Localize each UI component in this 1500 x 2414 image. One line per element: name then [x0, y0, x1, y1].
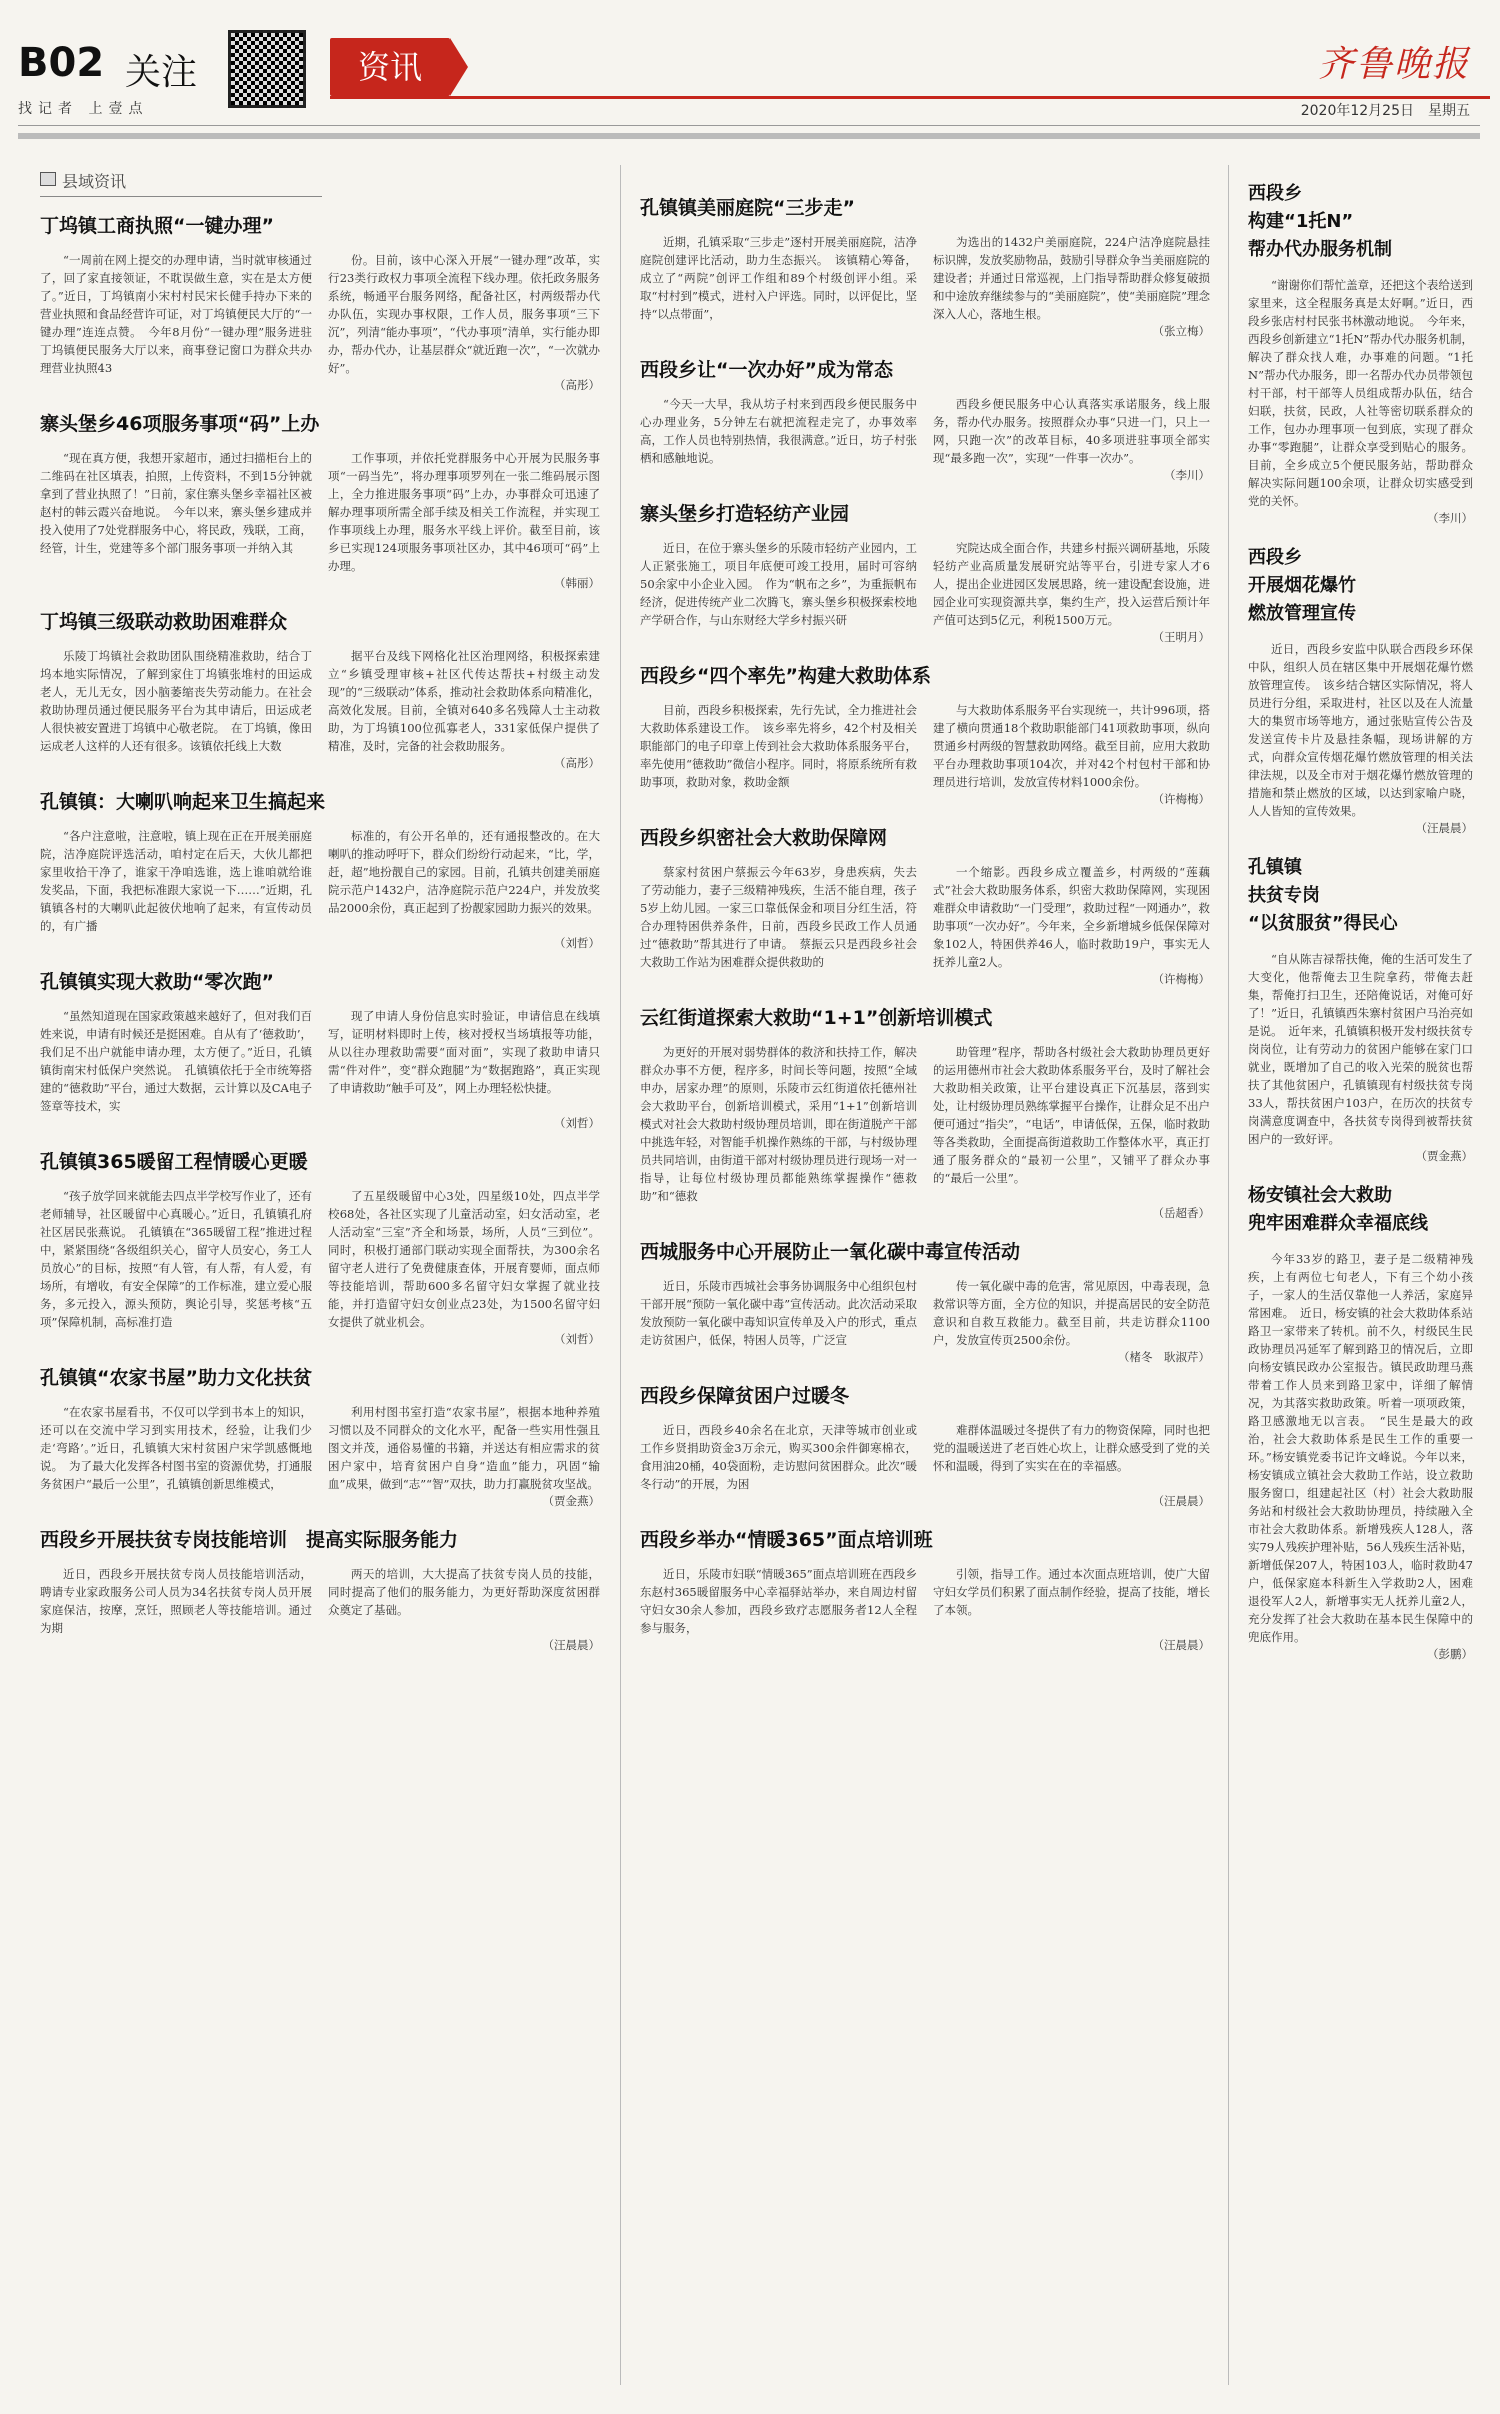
article-byline: （汪晨晨）	[1152, 1638, 1210, 1652]
article-byline: （贾金燕）	[542, 1494, 600, 1508]
article-body	[640, 233, 1210, 323]
article	[40, 969, 600, 1131]
article-title: 西城服务中心开展防止一氧化碳中毒宣传活动	[640, 1241, 1021, 1263]
article-byline: （许梅梅）	[1152, 972, 1210, 986]
article-body	[40, 827, 600, 935]
article-text: 近日，西段乡安监中队联合西段乡环保中队，组织人员在辖区集中开展烟花爆竹燃放管理宣传。 该乡结合辖区实际情况，将人员进行分组，采取进村，社区以及在人流量大的集贸市场等地方，通过张贴宣传公告及发送宣传卡片及悬挂条幅，现场讲解的方式，向群众宣传烟花爆竹燃放管理的相关法律法规，以及全市对于烟花爆竹燃放管理的措施和禁止燃放的区域，以达到家喻户晓，人人皆知的宣传效果。	[1248, 642, 1473, 818]
article	[1248, 180, 1473, 526]
article	[640, 357, 1210, 483]
article	[40, 789, 600, 951]
article-title: 寨头堡乡打造轻纺产业园	[640, 503, 850, 525]
article-title: 孔镇镇 扶贫专岗 “以贫服贫”得民心	[1248, 857, 1398, 934]
article-text: 乐陵丁坞镇社会救助团队围绕精准救助，结合丁坞本地实际情况，了解到家住丁坞镇张堆村的田运成老人，无儿无女，因小脑萎缩丧失劳动能力。在社会救助协理员通过便民服务平台为其申请后，田运成老人很快被安置进丁坞镇中心敬老院。 在丁坞镇，像田运成老人这样的人还有很多。该镇依托线上大数	[40, 649, 312, 753]
article-text: 难群体温暖过冬提供了有力的物资保障，同时也把党的温暖送进了老百姓心坎上，让群众感受到了党的关怀和温暖，得到了实实在在的幸福感。	[933, 1423, 1210, 1473]
article-title: 西段乡 开展烟花爆竹 燃放管理宣传	[1248, 547, 1356, 624]
article-byline: （李川）	[1427, 511, 1473, 525]
article-title: 西段乡保障贫困户过暖冬	[640, 1385, 850, 1407]
article-text: 近日，西段乡开展扶贫专岗人员技能培训活动，聘请专业家政服务公司人员为34名扶贫专岗人员开展家庭保洁，按摩，烹饪，照顾老人等技能培训。通过为期	[40, 1567, 312, 1635]
article-text: “在农家书屋看书，不仅可以学到书本上的知识，还可以在交流中学习到实用技术，经验，让我们少走‘弯路’。”近日，孔镇镇大宋村贫困户宋学凯感慨地说。 为了最大化发挥各村图书室的资源优势，打通服务贫困户“最后一公里”，孔镇镇创新思维模式，	[40, 1405, 312, 1491]
article-text: 西段乡便民服务中心认真落实承诺服务，线上服务，帮办代办服务。按照群众办事“只进一门，只上一网，只跑一次”的改革目标，40多项进驻事项全部实现“最多跑一次”，实现“一件事一次办”。	[933, 397, 1210, 465]
article-body	[1248, 1250, 1473, 1646]
article-body	[40, 1007, 600, 1115]
article-text: 现了申请人身份信息实时验证，申请信息在线填写，证明材料即时上传，核对授权当场填报等功能，从以往办理救助需要“面对面”，实现了救助申请只需“件对件”，变“群众跑腿”为“数据跑路”，真正实现了申请救助“触手可及”，网上办理轻松快捷。	[328, 1009, 600, 1095]
article-byline: （刘哲）	[554, 936, 600, 950]
article	[640, 1527, 1210, 1653]
article-body	[40, 1565, 600, 1637]
article-text: 工作事项，并依托党群服务中心开展为民服务事项“一码当先”，将办理事项罗列在一张二维码展示图上，全力推进服务事项“码”上办，办事群众可迅速了解办理事项所需全部手续及相关工作流程，并实现工作事项线上办理，服务水平线上评价。截至目前，该乡已实现124项服务事项社区办，其中46项可“码”上办理。	[328, 451, 600, 573]
article-byline: （王明月）	[1152, 630, 1210, 644]
article-title: 西段乡举办“情暖365”面点培训班	[640, 1529, 933, 1551]
article-body	[1248, 950, 1473, 1148]
article-title: 丁坞镇三级联动救助困难群众	[40, 611, 288, 633]
article-title: 寨头堡乡46项服务事项“码”上办	[40, 413, 320, 435]
article-byline: （韩丽）	[554, 576, 600, 590]
article-text: “自从陈吉禄帮扶俺，俺的生活可发生了大变化，他帮俺去卫生院拿药，带俺去赶集，帮俺打扫卫生，还陪俺说话，对俺可好了！”近日，孔镇镇西朱寨村贫困户马治亮如是说。 近年来，孔镇镇积极开发村级扶贫专岗岗位，让有劳动力的贫困户能够在家门口就业，既增加了自己的收入光荣的脱贫也帮扶了其他贫困户，孔镇镇现有村级扶贫专岗33人，帮扶贫困户103户，在历次的扶贫专岗满意度调查中，各扶贫专岗得到被帮扶贫困户的一致好评。	[1248, 952, 1473, 1146]
column-middle	[640, 195, 1210, 1671]
article-text: “谢谢你们帮忙盖章，还把这个表给送到家里来，这全程服务真是太好啊。”近日，西段乡张店村村民张书林激动地说。 今年来，西段乡创新建立“1托N”帮办代办服务机制，解决了群众找人难，办事难的问题。“1托N”帮办代办服务，即一名帮办代办员带领包村干部，村干部等人员组成帮办队伍，结合妇联，扶贫，民政，人社等密切联系群众的工作，包办办理事项一包到底，实现了群众办事“零跑腿”，让群众享受到贴心的服务。目前，全乡成立5个便民服务站，帮助群众解决实际问题100余项，让群众切实感受到党的关怀。	[1248, 278, 1473, 508]
article-body	[40, 449, 600, 575]
column-left	[40, 165, 600, 1671]
article-text: “孩子放学回来就能去四点半学校写作业了，还有老师辅导，社区暖留中心真暖心。”近日，孔镇镇孔府社区居民张燕说。 孔镇镇在“365暖留工程”推进过程中，紧紧围绕“各级组织关心，留守人员安心，务工人员放心”的目标，按照“有人管，有人帮，有人爱，有场所，有增收，有安全保障”的工作标准，建立爱心服务，多元投入，源头预防，舆论引导，奖惩考核“五项”保障机制，高标准打造	[40, 1189, 312, 1329]
article	[1248, 854, 1473, 1164]
article-text: 为更好的开展对弱势群体的救济和扶持工作，解决群众办事不方便，程序多，时间长等问题，按照“全域申办，居家办理”的原则，乐陵市云红街道依托德州社会大救助平台，创新培训模式，采用“1+1”创新培训模式对社会大救助村级协理员培训，即在街道脱产干部中挑选年轻，对智能手机操作熟练的干部，与村级协理员共同培训，由街道干部对村级协理员进行现场一对一指导，让每位村级协理员都能熟练掌握操作“德救助”和“德救	[640, 1045, 917, 1203]
article-title: 西段乡 构建“1托N” 帮办代办服务机制	[1248, 183, 1392, 260]
article	[640, 195, 1210, 339]
article-body	[640, 1043, 1210, 1205]
article-text: 利用村图书室打造“农家书屋”，根据本地种养殖习惯以及不同群众的文化水平，配备一些实用性强且图文并茂，通俗易懂的书籍，并送达有相应需求的贫困户家中，培育贫困户自身“造血”能力，巩固“输血”成果，做到“志”“智”双扶，助力打赢脱贫攻坚战。	[328, 1405, 600, 1491]
section-tag: 资讯	[330, 38, 450, 96]
article-text: 近日，在位于寨头堡乡的乐陵市轻纺产业园内，工人正紧张施工，项目年底便可竣工投用，届时可容纳50余家中小企业入园。 作为“帆布之乡”，为重振帆布经济，促进传统产业二次腾飞，寨头堡乡积极探索校地产学研合作，与山东财经大学乡村振兴研	[640, 541, 917, 627]
article	[640, 1005, 1210, 1221]
article	[640, 1239, 1210, 1365]
article	[40, 1365, 600, 1509]
page-number: B02	[18, 40, 105, 86]
article-title: 西段乡开展扶贫专岗技能培训 提高实际服务能力	[40, 1529, 459, 1551]
article	[40, 1149, 600, 1347]
section-name: 关注	[125, 52, 198, 93]
article-byline: （彭鹏）	[1427, 1647, 1473, 1661]
article-title: 西段乡让“一次办好”成为常态	[640, 359, 893, 381]
column-right	[1248, 180, 1473, 1680]
tagline: 找记者 上壹点	[18, 101, 149, 117]
article	[40, 411, 600, 591]
article-text: 究院达成全面合作，共建乡村振兴调研基地，乐陵轻纺产业高质量发展研究站等平台，引进专家人才6人，提出企业进园区发展思路，统一建设配套设施，进园企业可实现资源共享，集约生产，投入运营后预计年产值可达到5亿元，利税1500万元。	[933, 541, 1210, 627]
newspaper-logo: 齐鲁晚报	[1317, 44, 1470, 85]
article	[40, 1527, 600, 1653]
issue-date: 2020年12月25日 星期五	[1300, 103, 1470, 119]
column-divider	[620, 165, 621, 2385]
article-body	[1248, 276, 1473, 510]
article-byline: （刘哲）	[554, 1116, 600, 1130]
article-byline: （许梅梅）	[1152, 792, 1210, 806]
article-body	[1248, 640, 1473, 820]
qr-code-icon	[228, 30, 306, 108]
article-text: 传一氧化碳中毒的危害，常见原因，中毒表现，急救常识等方面，全方位的知识，并提高居民的安全防范意识和自救互救能力。截至目前，共走访群众1100户，发放宣传页2500余份。	[933, 1279, 1210, 1347]
article-text: 近日，西段乡40余名在北京，天津等城市创业或工作乡贤捐助资金3万余元，购买300余件御寒棉衣，食用油20桶，40袋面粉，走访慰问贫困群众。此次“暖冬行动”的开展，为困	[640, 1423, 917, 1491]
article-body	[640, 1277, 1210, 1349]
article-title: 丁坞镇工商执照“一键办理”	[40, 215, 274, 237]
article-title: 孔镇镇：大喇叭响起来卫生搞起来	[40, 791, 326, 813]
header-divider	[18, 125, 1480, 126]
article-byline: （汪晨晨）	[1415, 821, 1473, 835]
article-text: 了五星级暖留中心3处，四星级10处，四点半学校68处，各社区实现了儿童活动室，妇女活动室，老人活动室“三室”齐全和场景，场所，人员“三到位”。同时，积极打通部门联动实现全面帮扶，为300余名留守老人进行了免费健康查体，开展育婴师，面点师等技能培训，帮助600多名留守妇女掌握了就业技能，并打造留守妇女创业点23处，为1500名留守妇女提供了就业机会。	[328, 1189, 600, 1329]
article	[640, 1383, 1210, 1509]
article-body	[640, 863, 1210, 971]
article-byline: （李川）	[1164, 468, 1210, 482]
article-byline: （汪晨晨）	[542, 1638, 600, 1652]
article	[40, 213, 600, 393]
article-text: 份。目前，该中心深入开展“一键办理”改革，实行23类行政权力事项全流程下线办理。依托政务服务系统，畅通平台服务网络，配备社区，村两级帮办代办队伍，实现办事权限，工作人员，服务事项“三下沉”，列清“能办事项”，“代办事项”清单，实行能办即办，帮办代办，让基层群众“就近跑一次”，“一次就办好”。	[328, 253, 600, 375]
article	[1248, 1182, 1473, 1662]
article-text: 引领，指导工作。通过本次面点班培训，使广大留守妇女学员们积累了面点制作经验，提高了技能，增长了本领。	[933, 1567, 1210, 1617]
article-byline: （岳超香）	[1152, 1206, 1210, 1220]
article-byline: （高彤）	[554, 756, 600, 770]
article-text: “虽然知道现在国家政策越来越好了，但对我们百姓来说，申请有时候还是挺困难。自从有了‘德救助’，我们足不出户就能申请办理，太方便了。”近日，孔镇镇街南宋村低保户突然说。 孔镇镇依托于全市统筹搭建的“德救助”平台，通过大数据，云计算以及CA电子签章等技术，实	[40, 1009, 312, 1113]
header-red-rule	[330, 96, 1490, 99]
article-byline: （张立梅）	[1152, 324, 1210, 338]
article-text: “现在真方便，我想开家超市，通过扫描柜台上的二维码在社区填表，拍照，上传资料，不到15分钟就拿到了营业执照了！”日前，家住寨头堡乡幸福社区被赵村的韩云霞兴奋地说。 今年以来，寨头堡乡建成并投入使用了7处党群服务中心，将民政，残联，工商，经管，计生，党建等多个部门服务事项一并纳入其	[40, 451, 312, 555]
article-byline: （汪晨晨）	[1152, 1494, 1210, 1508]
article-body	[640, 1565, 1210, 1637]
article-text: 近期，孔镇采取“三步走”逐村开展美丽庭院，洁净庭院创建评比活动，助力生态振兴。 该镇精心筹备，成立了“两院”创评工作组和89个村级创评小组。采取“村村到”模式，进村入户评选。同时，以评促比，坚持“以点带面”，	[640, 235, 917, 321]
article	[640, 663, 1210, 807]
article-title: 西段乡织密社会大救助保障网	[640, 827, 888, 849]
article-body	[640, 701, 1210, 791]
article-text: 今年33岁的路卫，妻子是二级精神残疾，上有两位七旬老人，下有三个幼小孩子，一家人的生活仅靠他一人养活，家庭异常困难。 近日，杨安镇的社会大救助体系站路卫一家带来了转机。前不久，村级民生民政协理员冯延军了解到路卫的情况后，立即向杨安镇民政办公室报告。镇民政助理马燕带着工作人员来到路卫家中，详细了解情况，为其落实救助政策。听着一项项政策，路卫感激地无以言表。 “民生是最大的政治，社会大救助体系是民生工作的重要一环。”杨安镇党委书记许文峰说。今年以来，杨安镇成立镇社会大救助工作站，设立救助服务窗口，组建起社区（村）社会大救助服务站和村级社会大救助协理员，持续融入全市社会大救助体系。新增残疾人128人，落实79人残疾护理补贴，56人残疾生活补贴，新增低保207人，特困103人，临时救助47户，低保家庭本科新生入学救助2人，困难退役军人2人，新增事实无人抚养儿童2人，充分发挥了社会大救助在基本民生保障中的兜底作用。	[1248, 1252, 1473, 1644]
article-text: 为选出的1432户美丽庭院，224户洁净庭院悬挂标识牌，发放奖励物品，鼓励引导群众争当美丽庭院的建设者；并通过日常巡视，上门指导帮助群众修复破损和中途放弃继续参与的“美丽庭院”，使“美丽庭院”理念深入人心，落地生根。	[933, 235, 1210, 321]
column-divider	[1228, 165, 1229, 2385]
article-byline: （楮冬 耿淑芹）	[1118, 1350, 1210, 1364]
article-body	[640, 395, 1210, 467]
article-body	[40, 1187, 600, 1331]
article-body	[640, 539, 1210, 629]
page-header	[0, 0, 1500, 140]
article-text: 两天的培训，大大提高了扶贫专岗人员的技能，同时提高了他们的服务能力，为更好帮助深度贫困群众奠定了基础。	[328, 1567, 600, 1617]
article-text: 一个缩影。西段乡成立覆盖乡，村两级的“莲藕式”社会大救助服务体系，织密大救助保障网，实现困难群众申请救助“一门受理”，救助过程“一网通办”，救助事项“一次办好”。今年来，全乡新增城乡低保保障对象102人，特困供养46人，临时救助19户，事实无人抚养儿童2人。	[933, 865, 1210, 969]
article-body	[40, 251, 600, 377]
article	[640, 501, 1210, 645]
article-title: 孔镇镇“农家书屋”助力文化扶贫	[40, 1367, 312, 1389]
article	[1248, 544, 1473, 836]
header-gray-band	[18, 133, 1480, 139]
article-text: 近日，乐陵市妇联“情暖365”面点培训班在西段乡东赵村365暖留服务中心幸福驿站举办，来自周边村留守妇女30余人参加，西段乡致疗志愿服务者12人全程参与服务，	[640, 1567, 917, 1635]
article-text: 据平台及线下网格化社区治理网络，积极探索建立“乡镇受理审核+社区代传达帮扶+村级主动发现”的“三级联动”体系，推动社会救助体系向精准化，高效化发展。目前，全镇对640多名残障人士主动救助，为丁坞镇100位孤寡老人，331家低保户提供了精准，及时，完备的社会救助服务。	[328, 649, 600, 753]
article-text: 目前，西段乡积极探索，先行先试，全力推进社会大救助体系建设工作。 该乡率先将乡，42个村及相关职能部门的电子印章上传到社会大救助体系服务平台，率先使用“德救助”微信小程序。同时，将原系统所有救助事项，救助对象，救助金额	[640, 703, 917, 789]
article-text: 与大救助体系服务平台实现统一，共计996项，搭建了横向贯通18个救助职能部门41项救助事项，纵向贯通乡村两级的智慧救助网络。截至目前，应用大救助平台办理救助事项104次，并对42个村包村干部和协理员进行培训，发放宣传材料1000余份。	[933, 703, 1210, 789]
article-title: 孔镇镇美丽庭院“三步走”	[640, 197, 855, 219]
article-title: 西段乡“四个率先”构建大救助体系	[640, 665, 931, 687]
article-text: 标准的，有公开名单的，还有通报整改的。在大喇叭的推动呼吁下，群众们纷纷行动起来，“比，学，赶，超”地扮靓自己的家园。目前，孔镇共创建美丽庭院示范户1432户，洁净庭院示范户224户，并发放奖品2000余份，真正起到了扮靓家园助力振兴的效果。	[328, 829, 600, 915]
article-byline: （高彤）	[554, 378, 600, 392]
article-byline: （刘哲）	[554, 1332, 600, 1346]
column-heading: 县域资讯	[40, 165, 322, 197]
article-text: 近日，乐陵市西城社会事务协调服务中心组织包村干部开展“预防一氧化碳中毒”宣传活动。此次活动采取发放预防一氧化碳中毒知识宣传单及入户的形式，重点走访贫困户，低保，特困人员等，广泛宣	[640, 1279, 917, 1347]
article-title: 孔镇镇365暖留工程情暖心更暖	[40, 1151, 308, 1173]
article-title: 云红街道探索大救助“1+1”创新培训模式	[640, 1007, 993, 1029]
article-text: “一周前在网上提交的办理申请，当时就审核通过了，回了家直接领证，不耽误做生意，实在是太方便了。”近日，丁坞镇南小宋村村民宋长健手持办下来的营业执照和食品经营许可证，对丁坞镇便民大厅的“一键办理”连连点赞。 今年8月份“一键办理”服务进驻丁坞镇便民服务大厅以来，商事登记窗口为群众共办理营业执照43	[40, 253, 312, 375]
article-title: 杨安镇社会大救助 兜牢困难群众幸福底线	[1248, 1185, 1428, 1234]
article-byline: （贾金燕）	[1415, 1149, 1473, 1163]
article-body	[40, 1403, 600, 1493]
article-text: “各户注意啦，注意啦，镇上现在正在开展美丽庭院，洁净庭院评选活动，咱村定在后天，大伙儿都把家里收拾干净了，谁家干净咱选谁，选上谁咱就给谁发奖品，下面，我把标准跟大家说一下……”近期，孔镇镇各村的大喇叭此起彼伏地响了起来，有宣传动员的，有广播	[40, 829, 312, 933]
article-text: “今天一大早，我从坊子村来到西段乡便民服务中心办理业务，5分钟左右就把流程走完了，办事效率高，工作人员也特别热情，我很满意。”近日，坊子村张栖和感触地说。	[640, 397, 917, 465]
article	[640, 825, 1210, 987]
article-title: 孔镇镇实现大救助“零次跑”	[40, 971, 274, 993]
article-text: 蔡家村贫困户蔡振云今年63岁，身患疾病，失去了劳动能力，妻子三级精神残疾，生活不能自理，孩子5岁上幼儿园。一家三口靠低保金和项目分红生活，符合办理特困供养条件，日前，西段乡民政工作人员通过“德救助”帮其进行了申请。 蔡振云只是西段乡社会大救助工作站为困难群众提供救助的	[640, 865, 917, 969]
article-body	[40, 647, 600, 755]
article	[40, 609, 600, 771]
article-text: 助管理”程序，帮助各村级社会大救助协理员更好的运用德州市社会大救助体系服务平台，及时了解社会大救助相关政策，让平台建设真正下沉基层，落到实处，让村级协理员熟练掌握平台操作，让群众足不出户便可通过“指尖”，“电话”，申请低保，五保，临时救助等各类救助，全面提高街道救助工作整体水平，真正打通了服务群众的“最初一公里”，又铺平了群众办事的“最后一公里”。	[933, 1045, 1210, 1185]
article-body	[640, 1421, 1210, 1493]
